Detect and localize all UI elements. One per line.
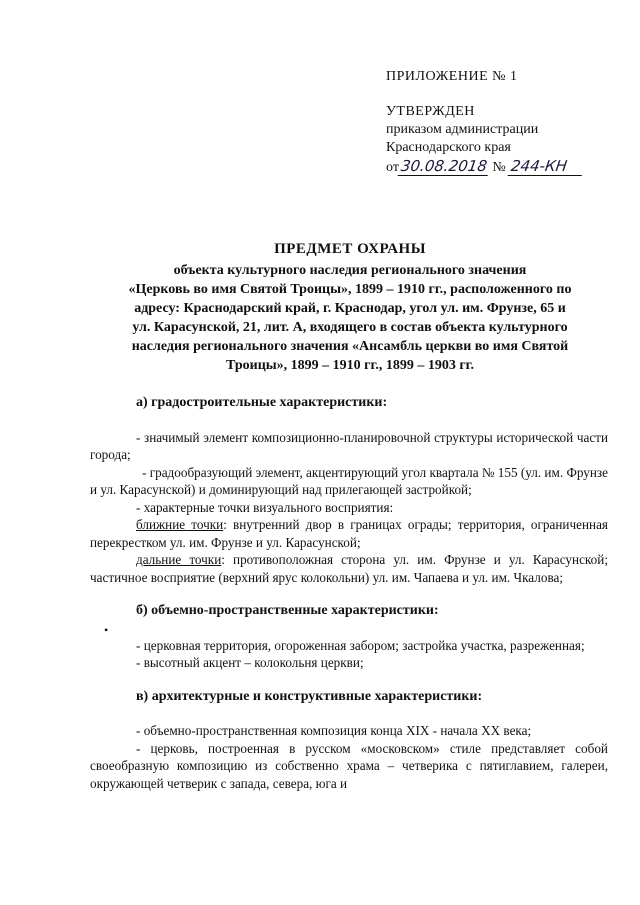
title-line-3: адресу: Краснодарский край, г. Краснодар, угол ул. им. Фрунзе, 65 и [134, 301, 566, 316]
scan-dot-mark: • [104, 623, 109, 637]
title-line-2: «Церковь во имя Святой Троицы», 1899 – 1910 гг., расположенного по [128, 282, 572, 297]
document-body [90, 394, 608, 792]
handwritten-order-number: 244-КН [508, 157, 585, 176]
section-b-paragraph-1: - церковная территория, огороженная забором; застройка участка, разреженная; [136, 637, 585, 653]
title-main: ПРЕДМЕТ ОХРАНЫ [274, 241, 426, 257]
section-a-heading: а) градостроительные характеристики: [136, 395, 388, 410]
section-c-paragraph-1: - объемно-пространственная композиция конца XIX - начала XX века; [136, 723, 532, 738]
title-line-1: объекта культурного наследия регионального значения [173, 263, 527, 278]
far-points-text: : противоположная сторона ул. им. Фрунзе и ул. Карасунской; частичное восприятие (верхний ярус колокольни) ул. им. Чапаева и ул. им. Чкалова; [90, 552, 608, 585]
far-points-label: дальние точки [136, 552, 222, 567]
section-a-paragraph-2: - градообразующий элемент, акцентирующий угол квартала № 155 (ул. им. Фрунзе и ул. Карасунской) и доминирующий над прилегающей застройкой; [90, 464, 608, 497]
title-line-6: Троицы», 1899 – 1910 гг., 1899 – 1903 гг. [226, 358, 474, 373]
near-points-paragraph [90, 516, 608, 551]
section-b-paragraph-2: - высотный акцент – колокольня церкви; [136, 655, 364, 670]
section-c-heading: в) архитектурные и конструктивные характеристики: [136, 688, 483, 704]
section-a-paragraph-3: - характерные точки визуального восприятия: [136, 499, 394, 515]
date-prefix: от [386, 160, 399, 175]
far-points-paragraph [90, 551, 608, 586]
approval-stamp [386, 68, 626, 177]
approved-label: УТВЕРЖДЕН [386, 104, 475, 119]
near-points-text: : внутренний двор в границах ограды; территория, ограниченная перекрестком ул. им. Фрунзе и ул. Карасунской; [90, 517, 608, 550]
appendix-label: ПРИЛОЖЕНИЕ № 1 [386, 69, 518, 84]
handwritten-date: 30.08.2018 [398, 157, 491, 176]
number-prefix: № [492, 160, 506, 175]
document-title [90, 240, 610, 375]
near-points-label: ближние точки [136, 517, 224, 532]
section-c-paragraph-2: - церковь, построенная в русском «московском» стиле представляет собой своеобразную композицию из собственно храма – четверика с пятиглавием, галереи, окружающей четверик с запада, севера, юга и [90, 740, 608, 791]
approval-authority-line1: приказом администрации [386, 122, 539, 137]
title-line-5: наследия регионального значения «Ансамбль церкви во имя Святой [131, 339, 569, 354]
section-b-heading: б) объемно-пространственные характеристики: [136, 603, 439, 618]
title-line-4: ул. Карасунской, 21, лит. А, входящего в состав объекта культурного [132, 320, 568, 335]
order-line [386, 157, 626, 177]
section-a-paragraph-1: - значимый элемент композиционно-планировочной структуры исторической части города; [90, 429, 608, 462]
approval-authority-line2: Краснодарского края [386, 140, 511, 155]
